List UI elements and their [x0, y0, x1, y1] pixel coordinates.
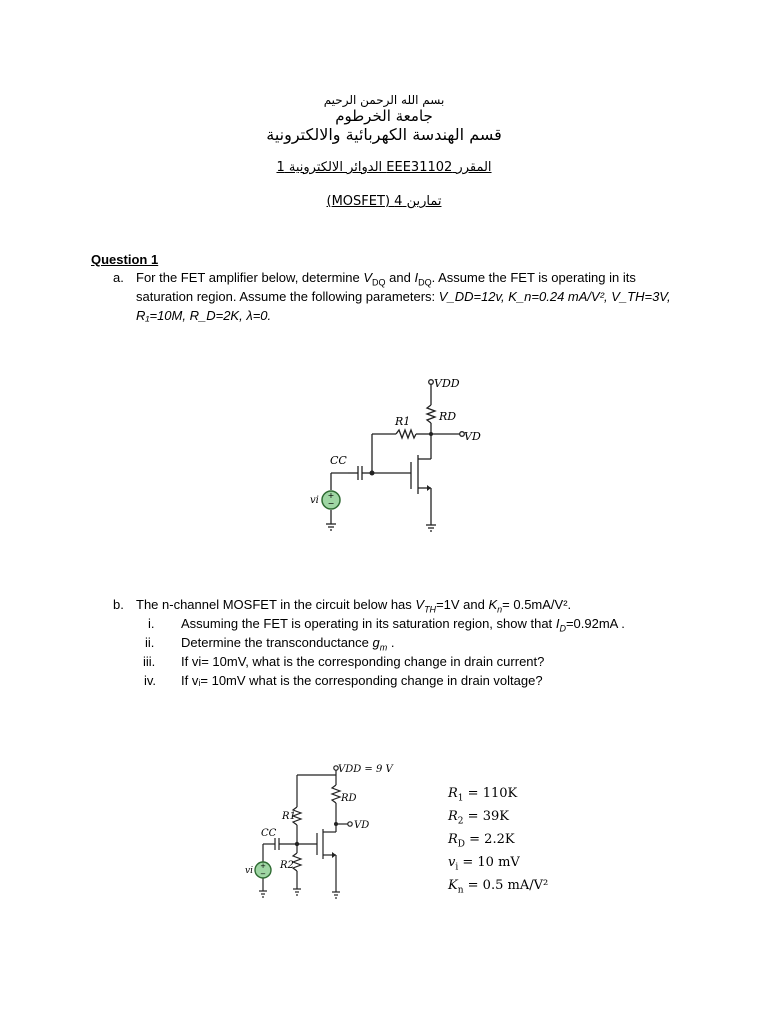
c2-r2-label: R2	[280, 860, 294, 871]
part-a-line1: For the FET amplifier below, determine $V_{DQ}$ and $I_{DQ}$. Assume the FET is operating in its	[136, 270, 636, 288]
part-a-label: a.	[113, 270, 124, 285]
part-b-item-num: ii.	[145, 635, 155, 650]
part-b-item-num: iv.	[144, 673, 157, 688]
c2-r1-label: R1	[282, 811, 296, 822]
value-rd: $R_D = 2.2K$	[448, 832, 515, 850]
c1-vdd-label: VDD	[434, 377, 460, 390]
course-title: المقرر EEE31102 الدوائر الالكترونية 1	[276, 160, 492, 175]
svg-text:−: −	[327, 499, 335, 508]
c1-cc-label: CC	[330, 454, 347, 467]
svg-text:+: +	[327, 491, 335, 500]
circuit-1-diagram	[300, 372, 481, 542]
part-b-intro: The n-channel MOSFET in the circuit below has $V_{TH}=1V$ and $K_n= 0.5mA/V^2$.	[136, 597, 572, 615]
c2-vdd-label: VDD = 9 V	[338, 764, 393, 775]
part-b-item-text: If vi= 10mV, what is the corresponding change in drain current?	[181, 654, 545, 669]
c2-rd-label: RD	[341, 793, 357, 804]
department-name: قسم الهندسة الكهربائية والالكترونية	[266, 125, 502, 144]
part-b-label: b.	[113, 597, 124, 612]
basmala: بسم الله الرحمن الرحيم	[323, 93, 445, 107]
svg-text:−: −	[260, 870, 266, 878]
part-b-item-num: i.	[148, 616, 155, 631]
c1-vd-label: VD	[464, 430, 481, 443]
circuit-2-diagram	[238, 755, 398, 905]
c2-cc-label: CC	[261, 828, 277, 839]
part-a-line3: R₁=10M, R_D=2K, λ=0.	[136, 308, 272, 323]
c1-vi-label: vi	[310, 495, 319, 506]
component-values	[448, 785, 548, 900]
value-r2: $R_2 = 39K$	[448, 809, 509, 827]
value-vi: $v_i = 10$ mV	[448, 855, 520, 873]
c2-vi-label: vi	[245, 866, 253, 876]
c1-r1-label: R1	[395, 415, 411, 428]
c1-rd-label: RD	[439, 410, 457, 423]
part-b-item-num: iii.	[143, 654, 156, 669]
c2-vd-label: VD	[354, 820, 370, 831]
value-kn: $K_n = 0.5$ mA/V²	[448, 878, 549, 896]
part-b-item-text: Determine the transconductance $g_m$ .	[181, 635, 395, 653]
sheet-title: تمارين 4 (MOSFET)	[326, 194, 442, 209]
part-b-item-text: If vᵢ= 10mV what is the corresponding change in drain voltage?	[181, 673, 543, 688]
part-a-line2: saturation region. Assume the following parameters: V_DD=12v, K_n=0.24 mA/V², V_TH=3V,	[136, 289, 671, 304]
value-r1: $R_1 = 110K$	[448, 786, 518, 804]
part-b-item-text: Assuming the FET is operating in its saturation region, show that $I_D=0.92mA$ .	[181, 616, 625, 634]
university-name: جامعة الخرطوم	[335, 107, 433, 125]
svg-text:+: +	[260, 862, 266, 870]
question-title: Question 1	[91, 252, 159, 267]
